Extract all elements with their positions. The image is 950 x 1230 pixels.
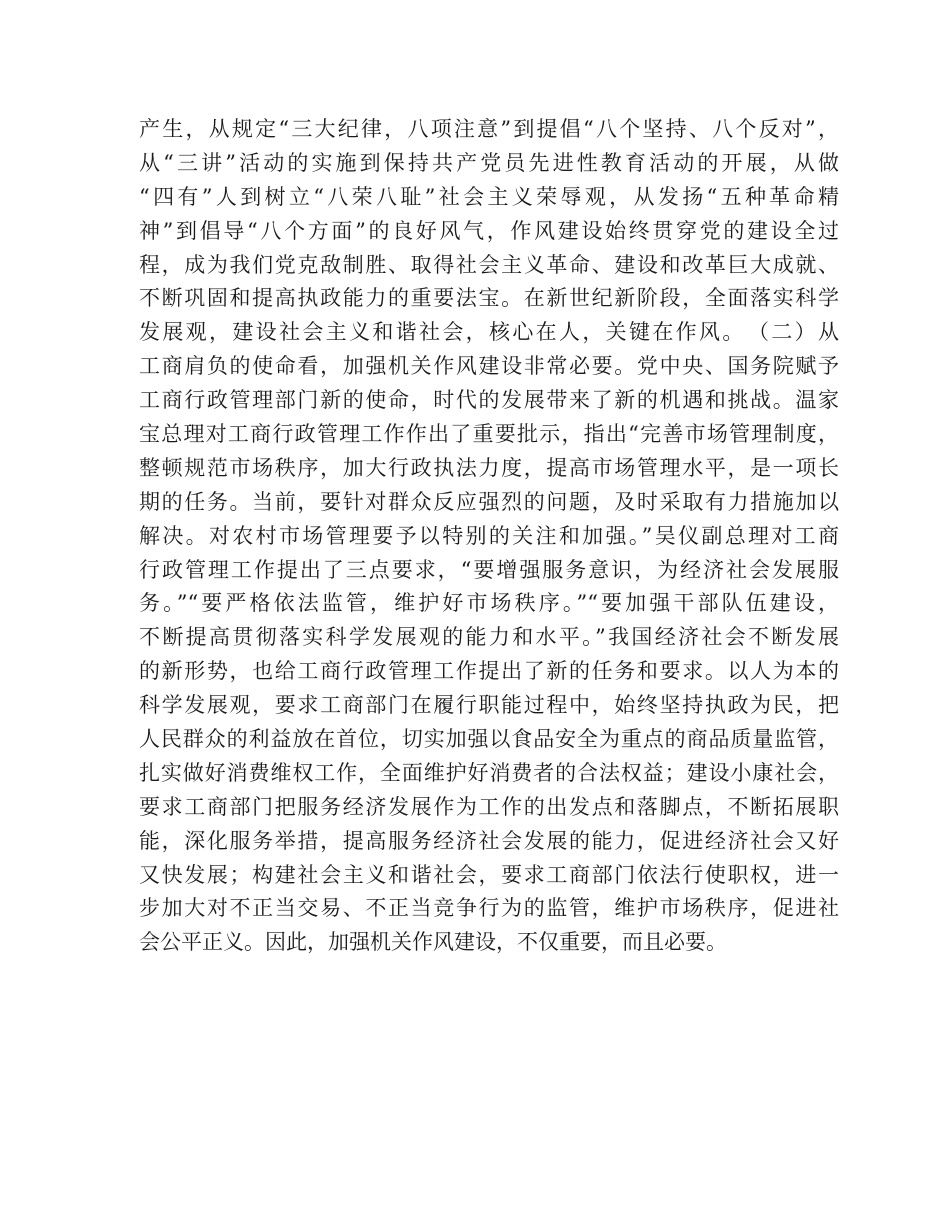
text-line: 步加大对不正当交易、不正当竞争行为的监管，维护市场秩序，促进社 [139,896,839,921]
text-line: 解决。对农村市场管理要予以特别的关注和加强。”吴仪副总理对工商 [139,523,839,548]
text-line: 会公平正义。因此，加强机关作风建设，不仅重要，而且必要。 [139,930,727,955]
text-line: 科学发展观，要求工商部门在履行职能过程中，始终坚持执政为民，把 [139,693,839,718]
text-line: 工商肩负的使命看，加强机关作风建设非常必要。党中央、国务院赋予 [139,354,839,379]
text-line: 务。”“要严格依法监管，维护好市场秩序。”“要加强干部队伍建设， [139,591,839,616]
text-line: “四有”人到树立“八荣八耻”社会主义荣辱观，从发扬“五种革命精 [139,184,839,209]
text-line: 人民群众的利益放在首位，切实加强以食品安全为重点的商品质量监管， [139,727,839,752]
text-line: 又快发展；构建社会主义和谐社会，要求工商部门依法行使职权，进一 [139,862,839,887]
text-line: 神”到倡导“八个方面”的良好风气，作风建设始终贯穿党的建设全过 [139,218,839,243]
text-line: 行政管理工作提出了三点要求，“要增强服务意识，为经济社会发展服 [139,557,839,582]
text-line: 扎实做好消费维权工作，全面维护好消费者的合法权益；建设小康社会， [139,760,839,785]
text-line: 宝总理对工商行政管理工作作出了重要批示，指出“完善市场管理制度， [139,422,839,447]
text-line: 发展观，建设社会主义和谐社会，核心在人，关键在作风。 （二）从 [139,320,839,345]
text-line: 不断提高贯彻落实科学发展观的能力和水平。”我国经济社会不断发展 [139,625,839,650]
text-line: 期的任务。当前，要针对群众反应强烈的问题，及时采取有力措施加以 [139,489,839,514]
text-line: 的新形势，也给工商行政管理工作提出了新的任务和要求。以人为本的 [139,659,839,684]
text-line: 工商行政管理部门新的使命，时代的发展带来了新的机遇和挑战。温家 [139,388,839,413]
text-line: 整顿规范市场秩序，加大行政执法力度，提高市场管理水平，是一项长 [139,455,839,480]
text-line: 从“三讲”活动的实施到保持共产党员先进性教育活动的开展，从做 [139,150,839,175]
text-line: 能，深化服务举措，提高服务经济社会发展的能力，促进经济社会又好 [139,828,839,853]
body-paragraph [139,113,839,960]
text-line: 不断巩固和提高执政能力的重要法宝。在新世纪新阶段，全面落实科学 [139,286,839,311]
text-line: 产生，从规定“三大纪律，八项注意”到提倡“八个坚持、八个反对”， [139,117,839,141]
text-line: 程，成为我们党克敌制胜、取得社会主义革命、建设和改革巨大成就、 [139,252,839,277]
text-line: 要求工商部门把服务经济发展作为工作的出发点和落脚点，不断拓展职 [139,794,839,819]
